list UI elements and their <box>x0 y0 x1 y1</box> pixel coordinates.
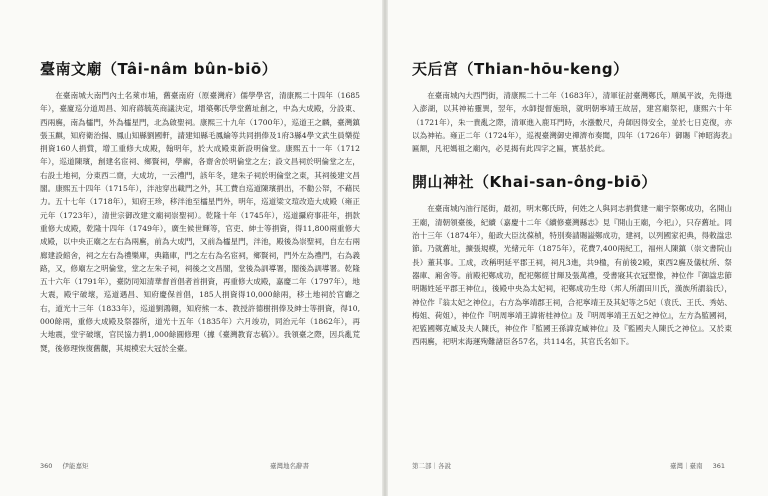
series-name: 伊能嘉矩 <box>62 462 89 470</box>
entry-body-tainan-confucius-temple: 在臺南城大南門內土名萊市埔，舊臺南府（原臺灣府）儒學學宮，清康熙二十四年（1685年），臺廈巡分道周昌、知府蔣毓英商議決定，增築鄭氏學堂舊址創之，中為大成殿，分設東、西兩廡，南為櫺門，外為櫺星門，北為啟聖祠。康熙三十九年（1700年），巡道王之麟，臺灣鎮張玉麒，知府衛治揚、鳳山知縣劉國軒，請建知縣毛鳳綸等共同捐俸及1府3縣4學文武生員樂從捐資160人捐貲，增工重修大成殿，翰明年，於大成殿東新設明倫堂。康熙五十一年（1712年），巡道陳璸，創建名宦祠、鄉賢祠，學廨，各齋舍於明倫堂之左；設文昌祠於明倫堂之左，右設土地祠，分東西二齋，大成坊，一云禮門，該年冬，建朱子祠於明倫堂之東，其祠後建文昌閣。康熙五十四年（1715年），泮池穿出載門之外，其工費自巡道陳璸捐出，不勸公帑，不藉民力。五十七年（1718年），知府王珍，移泮池至櫺星門外，明年，巡道梁文瑄改造大成殿（雍正元年（1723年），清世宗御改建文廟祠崇聖祠）。乾隆十年（1745年），巡道攝府事莊年，捐款重修大成殿，乾隆十四年（1749年），廣生候世輝等，官吏、紳士等捐資，得11,800兩重修大成殿，以中央正廟之左右為兩廡，前為大成門，又前為櫺星門，泮池，殿後為崇聖祠，自左右兩廊建設館舍，祠之左右為禮樂庫，典籍庫，門之左右為名宦祠，鄉賢祠，門外左為禮門，右為義路，又，修廟左之明倫堂，堂之左朱子祠，祠後之文昌閣，堂後為訓導署，閣後為訓導署。乾隆五十六年（1791年），臺防同知清華督首倡者首捐資，再重修大成殿，嘉慶二年（1797年），地大震，殿宇破壞，巡道遇昌、知府慶保首倡，185人捐資得10,000餘兩，移土地祠於官廳之右，道光十三年（1833年），巡道劉鴻翱，知府熊一本、教授許德樹捐俸及紳士等捐資，得10,000餘兩，重修大成殿及祭器所，道光十五年（1835年）六月竣功，同治元年（1862年），再大地震，堂宇破壞，官民協力捐1,000餘圓修理（據《臺灣教育志稿》）。我領臺之際，因兵亂荒燹，後修理恢復舊觀，其規模宏大冠於全臺。 <box>40 91 360 353</box>
entry-title-romanization: （Thian-hōu-keng） <box>458 60 629 78</box>
left-page <box>0 0 382 496</box>
section-label: 第二部｜各說 <box>412 462 451 470</box>
running-title-left: 臺灣地名辭書 <box>270 462 309 470</box>
entry-title-tainan-confucius-temple <box>40 58 360 79</box>
running-title-right: 臺灣｜臺南 <box>670 462 703 470</box>
right-footer-run <box>670 461 733 470</box>
page-number-left: 360 <box>40 462 53 470</box>
right-page <box>388 0 768 496</box>
entry-title-romanization: （Tâi-nâm bûn-biō） <box>102 60 278 78</box>
left-footer <box>40 461 309 470</box>
entry-title-cn: 開山神社 <box>412 173 475 192</box>
entry-title-romanization: （Khai-san-ông-biō） <box>474 173 657 192</box>
entry-title-tianhou-temple <box>412 58 732 79</box>
entry-body-tianhou-temple: 在臺南城內大西門街，清康熙二十二年（1683年），清軍征討臺灣鄭氏，順風平波，先得進入澎湖，以其神祐靈異，翌年，水師提督施琅，就明朝寧靖王故居，建宮廟祭祀，康熙六十年（1721年），朱一貴亂之際，清軍進入鹿耳門時，水漲數尺，舟師因得安全，並於七日克復，亦以為神祐。雍正二年（1724年），巡視臺灣御史禪濟布奏聞，四年（1726年）御賜『神昭海表』匾額，凡祀媽祖之廟內，必見揭有此四字之匾，實基於此。 <box>412 91 732 154</box>
entry-title-kaishan-shrine <box>412 171 732 192</box>
entry-title-cn: 臺南文廟 <box>40 60 103 78</box>
entry-title-cn: 天后宮 <box>412 60 459 78</box>
right-footer <box>412 461 725 470</box>
entry-body-kaishan-shrine: 在臺南城內油行尾街，最初，明末鄭氏時，何姓之人與同志捐貲建一廟宇祭鄭成功，名開山王廟，清朝領臺後，紀續（嘉慶十二年《續修臺灣縣志》見『開山王廟，今祀』），只存舊址。同治十三年（1874年），船政大臣沈葆楨，特別奏請賜謚鄭成功，建祠，以列國家祀典，得敕諡忠節。乃就舊址，擴張規模，光緒元年（1875年），花費7,400兩紀工，福州人陳鎮（崇文書院山長）董其事。工成，改稱明延平郡王祠，祠凡3進，共9楹，有前後2殿，東西2廡及儀杖所、祭器庫、廂舍等。前殿祀鄭成功，配祀鄭經甘輝及張萬禮，受書寢其衣冠塑像，神位作『御諡忠節明賜姓延平郡王神位』，後殿中央為太妃祠，祀鄭成功生母（邦人所謂田川氏，漢族所謂翁氏），神位作『翁太妃之神位』，右方為寧靖郡王祠，合祀寧靖王及其妃等之5妃（袁氏、王氏、秀姑、梅姐、荷姐），神位作『明周寧靖王諱術桂神位』及『明周寧靖王五妃之神位』，左方為監國祠，祀監國鄭克臧及夫人陳氏，神位作『監國王孫諱克臧神位』及『監國夫人陳氏之神位』。又於東西兩廡，祀明末海運殉難諸臣各57名，共114名，其官氏名如下。 <box>412 204 732 347</box>
page-number-right: 361 <box>712 462 725 470</box>
